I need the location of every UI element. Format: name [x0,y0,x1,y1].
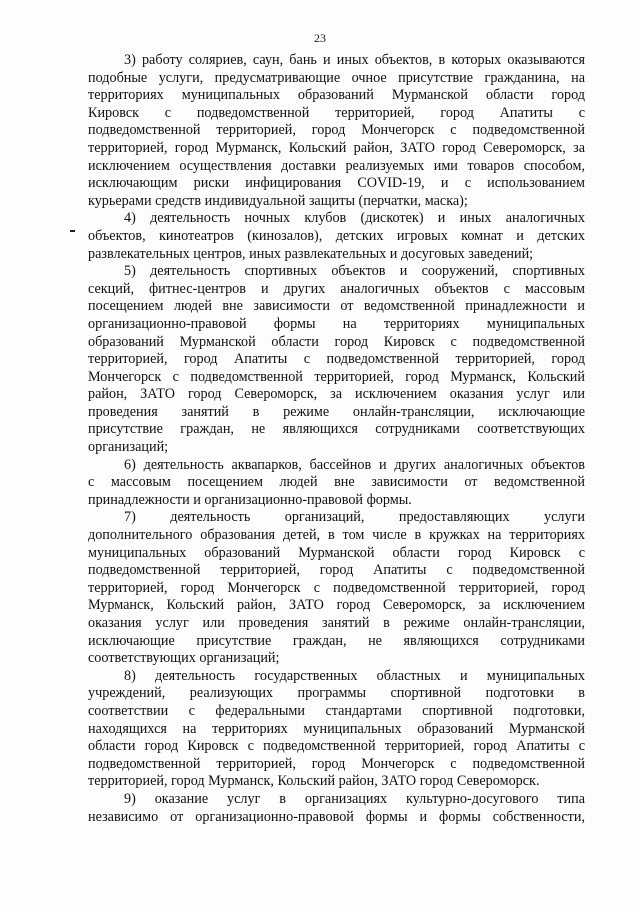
text-line: соответствии с федеральными стандартами спортивной подготовки, [88,702,585,719]
text-line: Мурманск, Кольский район, ЗАТО город Североморск, за исключением [88,597,585,614]
body-text [88,52,585,826]
text-line: подведомственной территорией, город Мончегорск с подведомственной [88,122,585,139]
text-line: территорией, город Мурманск, Кольский район, ЗАТО город Североморск. [88,773,540,790]
text-line: присутствие граждан, не являющихся сотрудниками соответствующих [88,421,585,438]
text-line: территорией, город Апатиты с подведомственной территорией, город [88,351,585,368]
text-line: Кировск с подведомственной территорией, город Апатиты с [88,104,585,121]
text-line: с массовым посещением людей вне зависимости от ведомственной [88,474,585,491]
text-line: объектов, кинотеатров (кинозалов), детских игровых комнат и детских [88,227,585,244]
text-line: 4) деятельность ночных клубов (дискотек) и иных аналогичных [124,210,585,227]
text-line: территорией, город Мончегорск с подведомственной территорией, город [88,579,585,596]
text-line: 6) деятельность аквапарков, бассейнов и других аналогичных объектов [124,456,585,473]
scan-artifact [70,230,75,232]
text-line: 7) деятельность организаций, предоставляющих услуги [124,509,585,526]
text-line: посещением людей вне зависимости от ведомственной принадлежности и [88,298,585,315]
text-line: подведомственной территорией, город Апатиты с подведомственной [88,562,585,579]
text-line: образований Мурманской области город Кировск с подведомственной [88,333,585,350]
text-line: муниципальных образований Мурманской области город Кировск с [88,544,585,561]
text-line: территориях муниципальных образований Мурманской области город [88,87,585,104]
text-line: соответствующих организаций; [88,650,280,667]
page-number: 23 [314,31,326,45]
text-line: район, ЗАТО город Североморск, за исключением оказания услуг или [88,386,585,403]
text-line: учреждений, реализующих программы спортивной подготовки в [88,685,585,702]
text-line: организаций; [88,439,169,456]
text-line: территорией, город Мурманск, Кольский район, ЗАТО город Североморск, за [88,139,585,156]
text-line: находящихся на территориях муниципальных образований Мурманской [88,720,585,737]
text-line: дополнительного образования детей, в том числе в кружках на территориях [88,527,585,544]
text-line: исключением осуществления доставки реализуемых ими товаров способом, [88,157,585,174]
text-line: проведения занятий в режиме онлайн-трансляции, исключающие [88,403,585,420]
text-line: курьерами средств индивидуальной защиты (перчатки, маска); [88,192,468,209]
text-line: Мончегорск с подведомственной территорией, город Мурманск, Кольский [88,368,585,385]
text-line: подобные услуги, предусматривающие очное присутствие гражданина, на [88,69,585,86]
text-line: исключающим риски инфицирования COVID-19, и с использованием [88,175,585,192]
text-line: подведомственной территорией, город Мончегорск с подведомственной [88,755,585,772]
text-line: развлекательных центров, иных развлекательных и досуговых заведений; [88,245,534,262]
text-line: исключающие присутствие граждан, не являющихся сотрудниками [88,632,585,649]
text-line: 8) деятельность государственных областных и муниципальных [124,667,585,684]
text-line: организационно-правовой формы на территориях муниципальных [88,315,585,332]
text-line: независимо от организационно-правовой формы и формы собственности, [88,808,585,825]
text-line: принадлежности и организационно-правовой формы. [88,491,412,508]
text-line: секций, фитнес-центров и других аналогичных объектов с массовым [88,280,585,297]
text-line: 9) оказание услуг в организациях культурно-досугового типа [124,790,585,807]
text-line: 5) деятельность спортивных объектов и сооружений, спортивных [124,263,585,280]
text-line: оказания услуг или проведения занятий в режиме онлайн-трансляции, [88,615,585,631]
text-line: области город Кировск с подведомственной территорией, город Апатиты с [88,738,585,755]
text-line: 3) работу соляриев, саун, бань и иных объектов, в которых оказываются [124,52,585,68]
